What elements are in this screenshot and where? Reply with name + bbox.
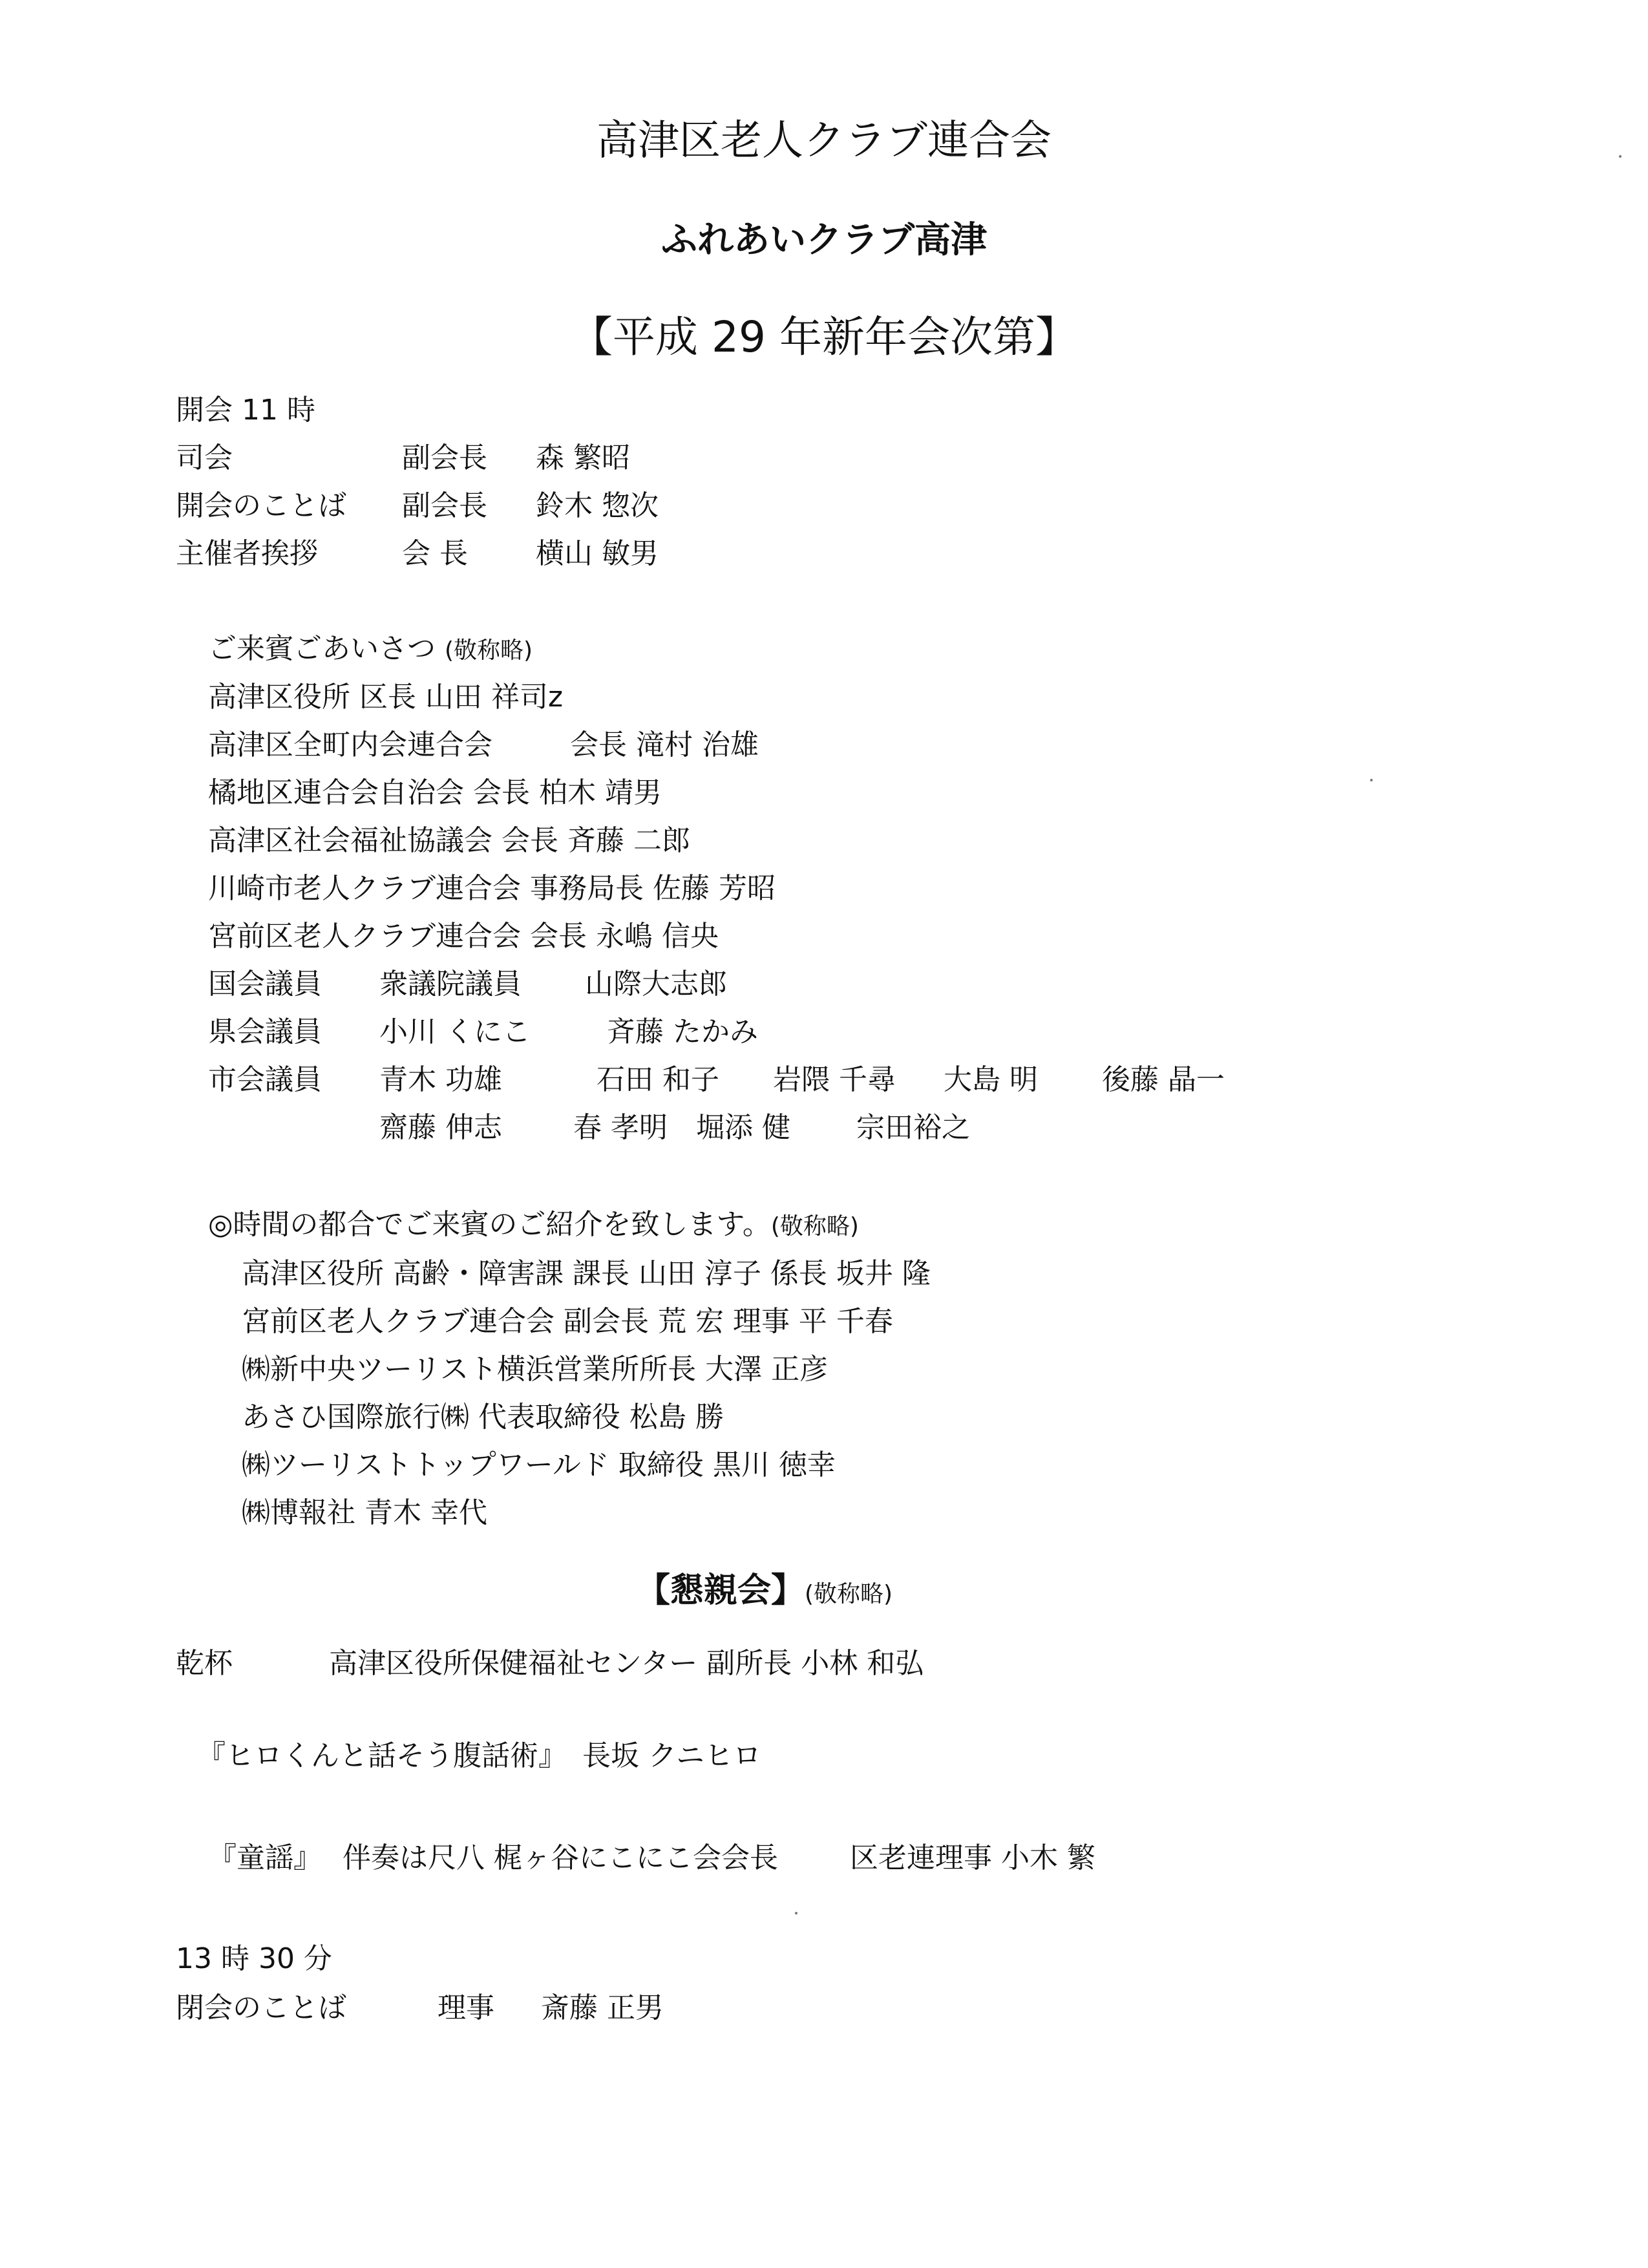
city-council-name: 岩隈 千尋 — [773, 1063, 896, 1096]
closing-label: 閉会のことば — [176, 1991, 346, 2024]
organizer-greeting-line — [176, 535, 659, 573]
city-council-name: 宗田裕之 — [856, 1111, 970, 1144]
prefectural-label: 県会議員 — [208, 1015, 322, 1048]
introductions-heading — [208, 1206, 859, 1245]
introduction-line: あさひ国際旅行㈱ 代表取締役 松島 勝 — [242, 1401, 724, 1434]
document-title: 高津区老人クラブ連合会 — [597, 117, 1051, 165]
national-diet-label: 国会議員 — [208, 968, 322, 1001]
prefectural-line — [208, 1013, 758, 1051]
reception-note: (敬称略) — [805, 1581, 893, 1607]
scan-speck — [795, 1912, 798, 1914]
ventriloquism-line — [197, 1737, 761, 1775]
city-council-line — [208, 1061, 1225, 1099]
city-council-name: 大島 明 — [944, 1063, 1038, 1096]
opening-words-name: 鈴木 惣次 — [536, 489, 659, 522]
guest-line: 川崎市老人クラブ連合会 事務局長 佐藤 芳昭 — [208, 872, 776, 905]
guest-line: 高津区社会福祉協議会 会長 斉藤 二郎 — [208, 824, 690, 857]
prefectural-name: 小川 くにこ — [379, 1015, 531, 1048]
introductions-note: (敬称略) — [770, 1213, 859, 1240]
guest-line: 宮前区老人クラブ連合会 会長 永嶋 信央 — [208, 920, 719, 953]
opening-words-position: 副会長 — [402, 489, 487, 522]
city-council-name: 石田 和子 — [597, 1063, 719, 1096]
host-name: 森 繁昭 — [536, 441, 630, 474]
reception-heading — [637, 1569, 893, 1616]
organizer-position: 会 長 — [402, 537, 468, 570]
guest-rest: 会長 滝村 治雄 — [570, 728, 759, 761]
guest-greetings-heading — [208, 630, 533, 670]
toast-label: 乾杯 — [176, 1647, 233, 1680]
organizer-name: 横山 敏男 — [536, 537, 659, 570]
closing-name: 斎藤 正男 — [541, 1991, 664, 2024]
introductions-title: ◎時間の都合でご来賓のご紹介を致します。 — [208, 1208, 771, 1241]
opening-words-line — [176, 487, 659, 525]
program-title: 【平成 29 年新年会次第】 — [570, 312, 1078, 362]
reception-title: 【懇親会】 — [637, 1571, 805, 1610]
opening-words-role: 開会のことば — [176, 489, 346, 522]
organizer-role: 主催者挨拶 — [176, 537, 318, 570]
introduction-line: ㈱新中央ツーリスト横浜営業所所長 大澤 正彦 — [242, 1353, 829, 1386]
guest-line — [208, 726, 759, 764]
ventriloquism-title: 『ヒロくんと話そう腹話術』 — [197, 1739, 567, 1772]
national-diet-line — [208, 966, 727, 1003]
scan-speck — [1619, 155, 1622, 158]
city-council-label: 市会議員 — [208, 1063, 322, 1096]
city-council-name: 青木 功雄 — [379, 1063, 502, 1096]
host-line — [176, 440, 630, 477]
national-diet-position: 衆議院議員 — [379, 968, 522, 1001]
prefectural-name: 斉藤 たかみ — [607, 1015, 758, 1048]
ventriloquism-name: 長坂 クニヒロ — [582, 1739, 762, 1772]
toast-text: 高津区役所保健福祉センター 副所長 小林 和弘 — [329, 1647, 924, 1680]
city-council-name: 春 孝明 — [573, 1111, 668, 1144]
national-diet-name: 山際大志郎 — [585, 968, 727, 1001]
closing-position: 理事 — [438, 1991, 494, 2024]
opening-time: 開会 11 時 — [176, 394, 315, 427]
guest-org: 高津区全町内会連合会 — [208, 728, 492, 761]
introduction-line: 高津区役所 高齢・障害課 課長 山田 淳子 係長 坂井 隆 — [242, 1257, 931, 1290]
city-council-name: 後藤 晶一 — [1102, 1063, 1225, 1096]
songs-text: 伴奏は尺八 梶ヶ谷にこにこ会会長 — [343, 1841, 778, 1874]
songs-line — [208, 1839, 1095, 1877]
songs-role: 区老連理事 小木 繁 — [850, 1841, 1095, 1874]
scan-speck — [1370, 779, 1373, 781]
introduction-line: 宮前区老人クラブ連合会 副会長 荒 宏 理事 平 千春 — [242, 1305, 893, 1338]
closing-time: 13 時 30 分 — [176, 1942, 332, 1975]
guest-greetings-note: (敬称略) — [445, 637, 533, 664]
host-position: 副会長 — [402, 441, 487, 474]
introduction-line: ㈱博報社 青木 幸代 — [242, 1496, 487, 1529]
city-council-line — [379, 1109, 970, 1147]
guest-greetings-title: ご来賓ごあいさつ — [208, 632, 436, 665]
document-subtitle: ふれあいクラブ高津 — [661, 219, 987, 261]
toast-line — [176, 1645, 924, 1682]
guest-line: 高津区役所 区長 山田 祥司z — [208, 681, 564, 714]
host-role: 司会 — [176, 441, 233, 474]
city-council-name: 堀添 健 — [696, 1111, 790, 1144]
closing-line — [176, 1989, 664, 2027]
city-council-name: 齋藤 伸志 — [379, 1111, 502, 1144]
songs-title: 『童謡』 — [208, 1841, 322, 1874]
guest-line: 橘地区連合会自治会 会長 柏木 靖男 — [208, 776, 662, 809]
introduction-line: ㈱ツーリストトップワールド 取締役 黒川 徳幸 — [242, 1448, 836, 1481]
